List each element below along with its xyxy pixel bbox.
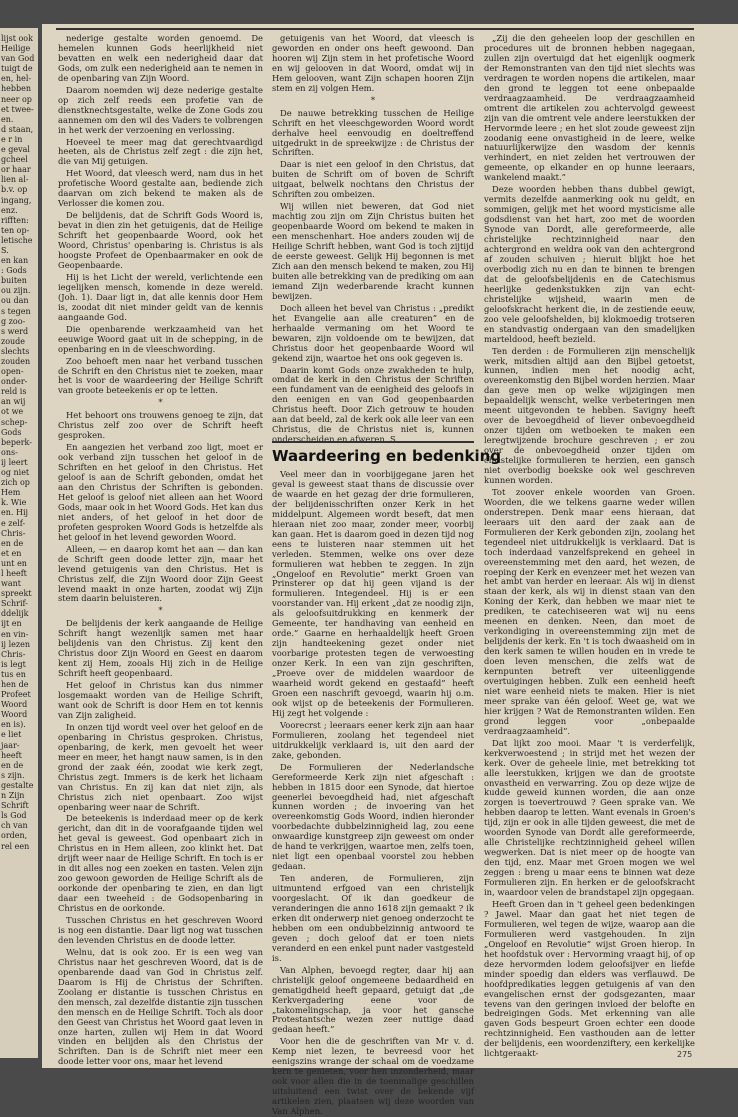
top-rule [56,28,694,30]
fragment-line: Schrif- [1,599,28,609]
fragment-line: open- [1,367,24,377]
fragment-line: hebben [1,84,32,94]
paragraph: Voorecrst ; leeraars eener kerk zijn aan haar Formulieren, zoolang het tegendeel niet uitdrukkelijk verklaard is, uit den aard der zake, gebonden. [272,719,474,760]
paragraph: Wij willen niet beweren, dat God niet machtig zou zijn om Zijn Christus buiten het geopenbaarde Woord om bekend te maken in een menschenhart. Hoe anders zouden wij de Heilige Schrift hebben, want God is toch zijtijd de eerste geweest. Gelijk Hij begonnen is met Zich aan den mensch bekend te maken, zou Hij buiten alle betrekking van de prediking om aan iemand Zijn wederbarende kracht kunnen bewijzen. [272,201,474,301]
fragment-line: ot we [1,407,24,417]
fragment-line: Profeet [1,690,31,700]
paragraph: Tot zoover enkele woorden van Groen. Woorden, die we telkens gaarne weder willen onderstrepen. Denk maar eens hieraan, dat leeraars uit den aard der zaak aan de Formulieren der Kerk gebonden zijn, zoolang het tegendeel niet uitdrukkelijk is verklaard. Dat is toch inderdaad vanzelfsprekend en geheel in overeenstemming met den aard, het wezen, de roeping der Kerk en evenzeer met het wezen van het ambt van herder en leeraar. Als wij in dienst staan der kerk, als wij in dienst staan van den Koning der Kerk, dan hebben we maar niet te prediken, te catechiseeren wat wij nu eens meenen en denken. Neen, dan moet de verkondiging in overeenstemming zijn met de belijdenis der kerk. En 't is toch dwaasheid om in den kerk samen te willen houden en in vrede te doen leven menschen, die zelfs wat de kernpunten betreft ver uiteenliggende overtuigingen hebben. Zulk een eenheid heeft niet ware eenheid niets te maken. Hier is niet meer sprake van één geloof. Weet ge, wat we hier krijgen ? Wat de Remonstranten wilden. Een grond leggen voor „onbepaalde verdraagzaamheid”. [484,486,695,736]
fragment-line: ij leert [1,457,28,467]
fragment-line: en is). [1,720,26,730]
fragment-line: e geval [1,145,30,155]
fragment-line: k. Wie [1,498,27,508]
fragment-line: ingang, [1,195,32,205]
fragment-line: ou dan [1,296,29,306]
fragment-line: hen de [1,680,29,689]
paragraph: Welnu, dat is ook zoo. Er is een weg van Christus naar het geschreven Woord, dat is de openbarende daad van God in Christus zelf. Daarom is Hij de Christus der Schriften. Zoolang er distantie is tusschen Christus en den mensch, zal dezelfde distantie zijn tusschen den mensch en de Heilige Schrift. Toch als door den Geest van Christus het Woord gaat leven in onze harten, zullen wij Hem in dat Woord vinden en belijden als den Christus der Schriften. Dan is de Schrift niet meer een doode letter voor ons, maar het levend [58,946,263,1067]
fragment-line: tus en [1,669,26,679]
fragment-line: og niet [1,468,30,478]
paragraph: De belijdenis der kerk aangaande de Heilige Schrift hangt wezenlijk samen met haar belijdenis van den Christus. Zij kent den Christus door Zijn Woord en Geest en daarom kent zij Hem, zooals Hij zich in de Heilige Schrift heeft geopenbaard. [58,618,263,679]
fragment-line: onder- [1,377,28,387]
fragment-line: et en [1,548,22,558]
fragment-line: g zoo- [1,316,26,326]
fragment-line: Woord [1,710,28,720]
fragment-line: Heilige [1,44,31,54]
article-column-2-lower [272,469,474,1117]
fragment-line: ijt en [1,619,22,629]
fragment-line: Gods [1,427,22,437]
fragment-line: schep- [1,417,28,427]
paragraph: Van Alphen, bevoegd regter, daar hij aan christelijk geloof ongemeene bedaardheid en gematigdheid heeft gepaard, getuigt dat „de Kerkvergadering eene voor de „takomelingschap, ja voor het gansche Protestantsche wezen zeer nuttige daad gedaan heeft.” [272,964,474,1035]
fragment-line: Woord [1,700,28,710]
paragraph: Heeft Groen dan in 't geheel geen bedenkingen ? Jawel. Maar dan gaat het niet tegen de Formulieren, wel tegen de wijze, waarop aan die Formulieren werd vastgehouden. In zijn „Ongeloof en Revolutie” wijst Groen hierop. In het hoofdstuk over : Hervorming vraagt hij, of op deze hervormden lodem geloofsijver en liefde minder spoedig dan elders was verflauwd. De hoofdpredikaties leggen getuigenis af van den evangelischen ernst der godsgezanten, maar tevens van den geringen invloed der belofte en bedreigingen Gods. Met erkenning van alle gaven Gods bespeurt Groen echter een doode rechtzinnigheid. Een vasthouden aan de letter der belijdenis, een woordenziftery, een kerkelijke lichtgeraakt- [484,898,695,1059]
fragment-line: lijst ook [1,34,33,43]
fragment-line: ls God [1,811,27,821]
fragment-line: en, hel- [1,74,32,84]
paragraph: Voor hen die de geschriften van Mr v. d. Kemp niet lezen, te bevreesd voor het eenigszins wrange der schaal om de voedzame kern te genieten, voor hen inzonderheid, maar ook voor allen die in de toenmalige geschillen uitsluitend een twist over de bekende vijf artikelen zien, plaatsen wij deze woorden van Van Alphen. [272,1036,474,1117]
fragment-line: orden, [1,831,28,841]
fragment-line: zich op [1,478,30,488]
section-separator: * [370,94,376,105]
paragraph: Doch alleen het bevel van Christus : „predikt het Evangelie aan alle creaturen” en de herhaalde vermaning om het Woord te bewaren, zijn voldoende om te bewijzen, dat Christus door het geopenbaarde Woord wil gekend zijn, waartoe het ons ook gegeven is. [272,302,474,363]
fragment-line: et twee- [1,104,34,114]
fragment-line: heeft [1,750,22,760]
fragment-line: d staan, [1,124,34,134]
fragment-line: en kan [1,256,29,266]
fragment-line: want [1,579,21,589]
fragment-line: Schrift [1,801,29,811]
page-number: 275 [677,1050,693,1059]
section-separator: * [158,397,163,408]
fragment-line: slechts [1,346,30,356]
fragment-line: Hem [1,488,21,498]
paragraph: En aangezien het verband zoo ligt, moet er ook verband zijn tusschen het geloof in de Schriften en het geloof in den Christus. Het geloof is aan de Schrift gebonden, omdat het aan den Christus der Schriften is gebonden. Het geloof is geloof niet alleen aan het Woord Gods, maar ook in het Woord Gods. Het kan dus niet anders, of het geloof in het door de profeten gesproken Woord Gods is hetzelfde als het geloof in het levend geworden Woord. [58,442,263,542]
fragment-line: or haar [1,165,31,175]
fragment-line: rifften: [1,215,29,225]
fragment-line: tuigt de [1,64,33,74]
fragment-line: ten op- [1,225,30,235]
paragraph: Dat lijkt zoo mooi. Maar 't is verderfelijk, kerkverwoestend ; in strijd met het wezen der kerk. Over de geheele linie, met betrekking tot alle leerstukken, krijgen we dan de grootste onvastheid en verwarring. Zou op deze wijze de kudde geweid kunnen worden, die aan onze zorgen is toevertrouwd ? Geen sprake van. We hebben daarop te letten. Want evenals in Groen's tijd, zijn er ook in alle tijden geweest, die met de woorden Synode van Dordt alle gereformeerde, alle Christelijke rechtzinnigheid geheel willen wegwerken. Dat is niet meer op de hoogte van den tijd, enz. Maar met Groen mogen we wel zeggen : breng u maar eens te binnen wat deze Formulieren zijn. En herken er de geloofskracht in, waardoor velen de brandstapel zijn opgegaan. [484,737,695,898]
paragraph: Alleen, — en daarop komt het aan — dan kan de Schrift geen doode letter zijn, maar het levend getuigenis van den Christus. Het is Christus zelf, die Zijn Woord door Zijn Geest levend maakt in onze harten, zoodat wij Zijn stem daarin beluisteren. [58,543,263,604]
fragment-line: is legt [1,659,26,669]
fragment-line: e liet [1,730,22,740]
article-column-2 [272,33,474,445]
paragraph: „Zij die den geheelen loop der geschillen en procedures uit de bronnen hebben nagegaan, zullen zijn overtuigd dat het eigenlijk oogmerk der Remonstranten van den tijd niet slechts was verdragen te worden nopens die artikelen, maar den grond te leggen tot eene onbepaalde verdraagzaamheid. De verdraagzaamheid omtrent die artikelen zou achtervolgd geweest zijn van die omtrent vele andere leerstukken der Hervormde leere ; en het slot zoude geweest zijn zoodanig eene onvastigheid in de leere, welke natuurlijkerwijze den wasdom der kennis verhindert, en niet zelden het vertrouwen der gemeente, op elkander en op hunne leeraars, wankelend maakt.” [484,33,695,183]
fragment-line: beperk- [1,437,32,447]
paragraph: Zoo behoeft men naar het verband tusschen de Schrift en den Christus niet te zoeken, maar het is voor de waardeering der Heilige Schrift van groote beteekenis er op te letten. [58,355,263,396]
fragment-line: reld is [1,387,27,397]
paragraph: Het Woord, dat vleesch werd, nam dus in het profetische Woord gestalte aan, bediende zich daarvan om zich bekend te maken als de Verlosser die komen zou. [58,168,263,209]
fragment-line: en. [1,114,14,124]
paragraph: De Formulieren der Nederlandsche Gereformeerde Kerk zijn niet afgeschaft : hebben in 1815 door een Synode, dat hiertoe geenerlei bevoegdheid had, niet afgeschaft kunnen worden ; de invoering van het overeenkomstig Gods Woord, indien hieronder voorbedachte dubbelzinnigheid lag, zou eene onwaardige kunstgreep zijn geweest om onder de hand te verkrijgen, waartoe men, zelfs toen, niet ligt een openbaal voorstel zou hebben gedaan. [272,761,474,872]
fragment-line: buiten [1,276,27,286]
fragment-line: en de [1,538,24,548]
fragment-line: : Gods [1,266,27,276]
fragment-line: neer op [1,94,32,104]
fragment-line: enz. [1,205,18,215]
fragment-line: e r in [1,134,23,144]
fragment-line: zoude [1,336,26,346]
paragraph: In onzen tijd wordt veel over het geloof en de openbaring in Christus gesproken. Christus, openbaring, de kerk, men gevoelt het weer meer en meer, het hangt nauw samen, is in den grond der zaak één, zoodat wie kerk zegt, Christus zegt. Immers is de kerk het lichaam van Christus. En zij kan dat niet zijn, als Christus zich niet openbaart. Zoo wijst openbaring weer naar de Schrift. [58,721,263,812]
fragment-line: b.v. op [1,185,28,195]
fragment-line: l heeft [1,568,27,578]
fragment-line: ddelijk [1,609,29,619]
paragraph: Het geloof in Christus kan dus nimmer losgemaakt worden van de Heilige Schrift, want ook de Schrift is door Hem en tot kennis van Zijn zaligheid. [58,680,263,720]
fragment-line: lien al- [1,175,29,185]
paragraph: Hij is het Licht der wereld, verlichtende een iegelijken mensch, komende in deze wereld. (Joh. 1). Daar ligt in, dat alle kennis door Hem is, zoodat dit niet minder geldt van de kennis aangaande God. [58,271,263,322]
fragment-line: n Zijn [1,791,25,801]
fragment-line: Chris- [1,649,26,659]
paragraph: Daarom noemden wij deze nederige gestalte op zich zelf reeds een profetie van de dienstknechtsgestalte, welke de Zone Gods zou aannemen om den wil des Vaders te volbrengen in het werk der verzoening en verlossing. [58,84,263,135]
fragment-line: rel een [1,841,30,851]
paragraph: Deze woorden hebben thans dubbel gewigt, vermits dezelfde aanmerking ook nu geldt, en sommigen, gelijk met het woord mysticisme alle godsdienst van het hart, zoo met de woorden Synode van Dordt, alle gereformeerde, alle christelijke rechtzinnigheid naar den achtergrond en weldra ook van den achtergrond af zouden schuiven ; hieruit blijkt hoe het overbodig zich nu en dan te binnen te brengen dat de geloofsbelijdenis en de Catechismus heerlijke gedenkstukken zijn van echt-christelijke wijsheid, waarin men de geloofskracht herkent die, in de zestiende eeuw, zoo vele geloofshelden, bij klokmoedig trotseren en standvastig ondergaan van den smadelijken marteldood, heeft bezield. [484,184,695,344]
fragment-line: e zelf- [1,518,26,528]
paragraph: getuigenis van het Woord, dat vleesch is geworden en onder ons heeft gewoond. Dan hooren wij Zijn stem in het profetische Woord en wij gelooven in dat Woord, omdat wij in Hem gelooven, want Zijn schapen hooren Zijn stem en zij volgen Hem. [272,33,474,93]
fragment-line: gestalte [1,780,34,790]
fragment-line: Chris- [1,528,26,538]
fragment-line: van God [1,54,35,64]
left-page-fragment [1,34,37,852]
fragment-line: s zijn. [1,770,25,780]
fragment-line: en de [1,760,24,770]
fragment-line: spreekt [1,589,32,599]
paragraph: Het behoort ons trouwens genoeg te zijn, dat Christus zelf zoo over de Schrift heeft gesproken. [58,410,263,441]
fragment-line: s werd [1,326,29,336]
paragraph: Tusschen Christus en het geschreven Woord is nog een distantie. Daar ligt nog wat tusschen den levenden Christus en de doode letter. [58,915,263,945]
fragment-line: s tegen [1,306,31,316]
paragraph: Ten derden : de Formulieren zijn menschelijk werk, mitsdien altijd aan den Bijbel getoetst, kunnen, indien men het noodig acht, overeenkomstig den Bijbel worden herzien. Maar dan geve men op welke wijzigingen men bepaaldelijk wenscht, welke verbeteringen men meent uitgevonden te hebben. Savigny heeft over de bevoegdheid of liever onbevoegdheid onzer tijden om wetboeken te maken een leregtwijzende brochure geschreven ; er zou over de onbevoegdheid onzer tijden om christelijke formulieren te herzien, een gansch niet overbodig boekske ook wel geschreven kunnen worden. [484,345,695,485]
paragraph: De nauwe betrekking tusschen de Heilige Schrift en het vleeschgeworden Woord wordt derhalve heel eenvoudig en doeltreffend uitgedrukt in de spreekwijze : de Christus der Schriften. [272,107,474,158]
paragraph: De belijdenis, dat de Schrift Gods Woord is, bevat in dien zin het getuigenis, dat de Heilige Schrift het geopenbaarde Woord, ook het Woord, Christus' openbaring is. Christus is als hoogste Profeet de Openbaarmaker en ook de Geopenbaarde. [58,210,263,270]
paragraph: Hoeveel te meer mag dat gerechtvaardigd heeten, als de Christus zelf zegt : die zijn het, die van Mij getuigen. [58,136,263,167]
fragment-line: an wij [1,397,26,407]
paragraph: De beteekenis is inderdaad meer op de kerk gericht, dan dit in de voorafgaande tijden wel het geval is geweest. God openbaart zich in Christus en in Hem alleen, zoo klinkt het. Dat drijft weer naar de Heilige Schrift. En toch is er in dit alles nog een zoeken en tasten. Velen zijn zoo gewoon geworden de Heilige Schrift als de oorkonde der openbaring te zien, en dan ligt daar een tweeheid : de Godsopenbaring in Christus en de oorkonde. [58,813,263,914]
fragment-line: letische [1,235,33,245]
fragment-line: ons- [1,447,18,457]
fragment-line: ch van [1,821,28,831]
paragraph: nederige gestalte worden genoemd. De hemelen kunnen Gods heerlijkheid niet bevatten en welk een nederigheid daar dat Gods, om zulk een nederigheid aan te nemen in de openbaring van Zijn Woord. [58,33,263,83]
article-column-1 [58,33,263,1067]
fragment-line: en vin- [1,629,29,639]
fragment-line: S. [1,245,9,255]
fragment-line: gcheel [1,155,28,165]
fragment-line: en. Hij [1,508,28,518]
paragraph: Die openbarende werkzaamheid van het eeuwige Woord gaat uit in de schepping, in de openbaring en in de vleeschwording. [58,323,263,354]
paragraph: Daar is niet een geloof in den Christus, dat buiten de Schrift om of boven de Schrift uitgaat, belwelk nochtans den Christus der Schriften zou ombeizen. [272,159,474,200]
fragment-line: ou zijn. [1,286,31,296]
paragraph: Daarin komt Gods onze zwakheden te hulp, omdat de kerk in den Christus der Schriften een fundament van de eenigheid des geloofs in den eenigen en van God geopenbaarden Christus heeft. Door Zich getrouw te houden aan dat beeld, zal de kerk ook alle leer van een Christus, die de Christus niet is, kunnen onderscheiden en afweren. S. [272,364,474,445]
fragment-line: unt en [1,558,27,568]
paragraph: Ten anderen, de Formulieren, zijn uitmuntend erfgoed van een christelijk voorgeslacht. Of ik dan goedkeur de veranderingen die anno 1618 zijn gemaakt ? ik erken dit onderwerp niet genoeg onderzocht te hebben om een ondubbelzinnig antwoord te geven ; doch geloof dat er toen niets veranderd en een enkel punt nader vastgesteld is. [272,873,474,963]
section-separator: * [158,605,163,616]
article-heading: Waardeering en bedenking [272,441,474,471]
paragraph: Veel meer dan in voorbijgegane jaren het geval is geweest staat thans de discussie over de waarde en het gezag der drie formulieren, der belijdenisschriften onzer Kerk in het middelpunt. Algemeen wordt beseft, dat men hieraan niet zoo maar, zonder meer, voorbij kan gaan. Het is daarom goed in dezen tijd nog eens te luisteren naar stemmen uit het verleden. Stemmen, welke ons over deze formulieren wat hebben te zeggen. In zijn „Ongeloof en Revolutie” merkt Groen van Prinsterer op dat hij geen vijand is der formulieren. Integendeel. Hij is er een voorstander van. Hij erkent „dat ze noodig zijn, als geloofsuitdrukking en kenmerk der Gemeente, ter handhaving van eenheid en orde.” Gaarne en herhaaldelijk heeft Groen zijn handteekening gezet onder niet voorbarige protesten tegen de verwoesting onzer Kerk. In een van zijn geschriften, „Proeve over de middelen waardoor de waarheid wordt gekend en gestaafd” heeft Groen een naschrift gevoegd, waarin hij o.m. ook wijst op de beteekenis der Formulieren. Hij zegt het volgende : [272,469,474,718]
fragment-line: zouden [1,357,31,366]
fragment-line: ij lezen [1,639,30,649]
fragment-line: jaar- [1,740,20,750]
